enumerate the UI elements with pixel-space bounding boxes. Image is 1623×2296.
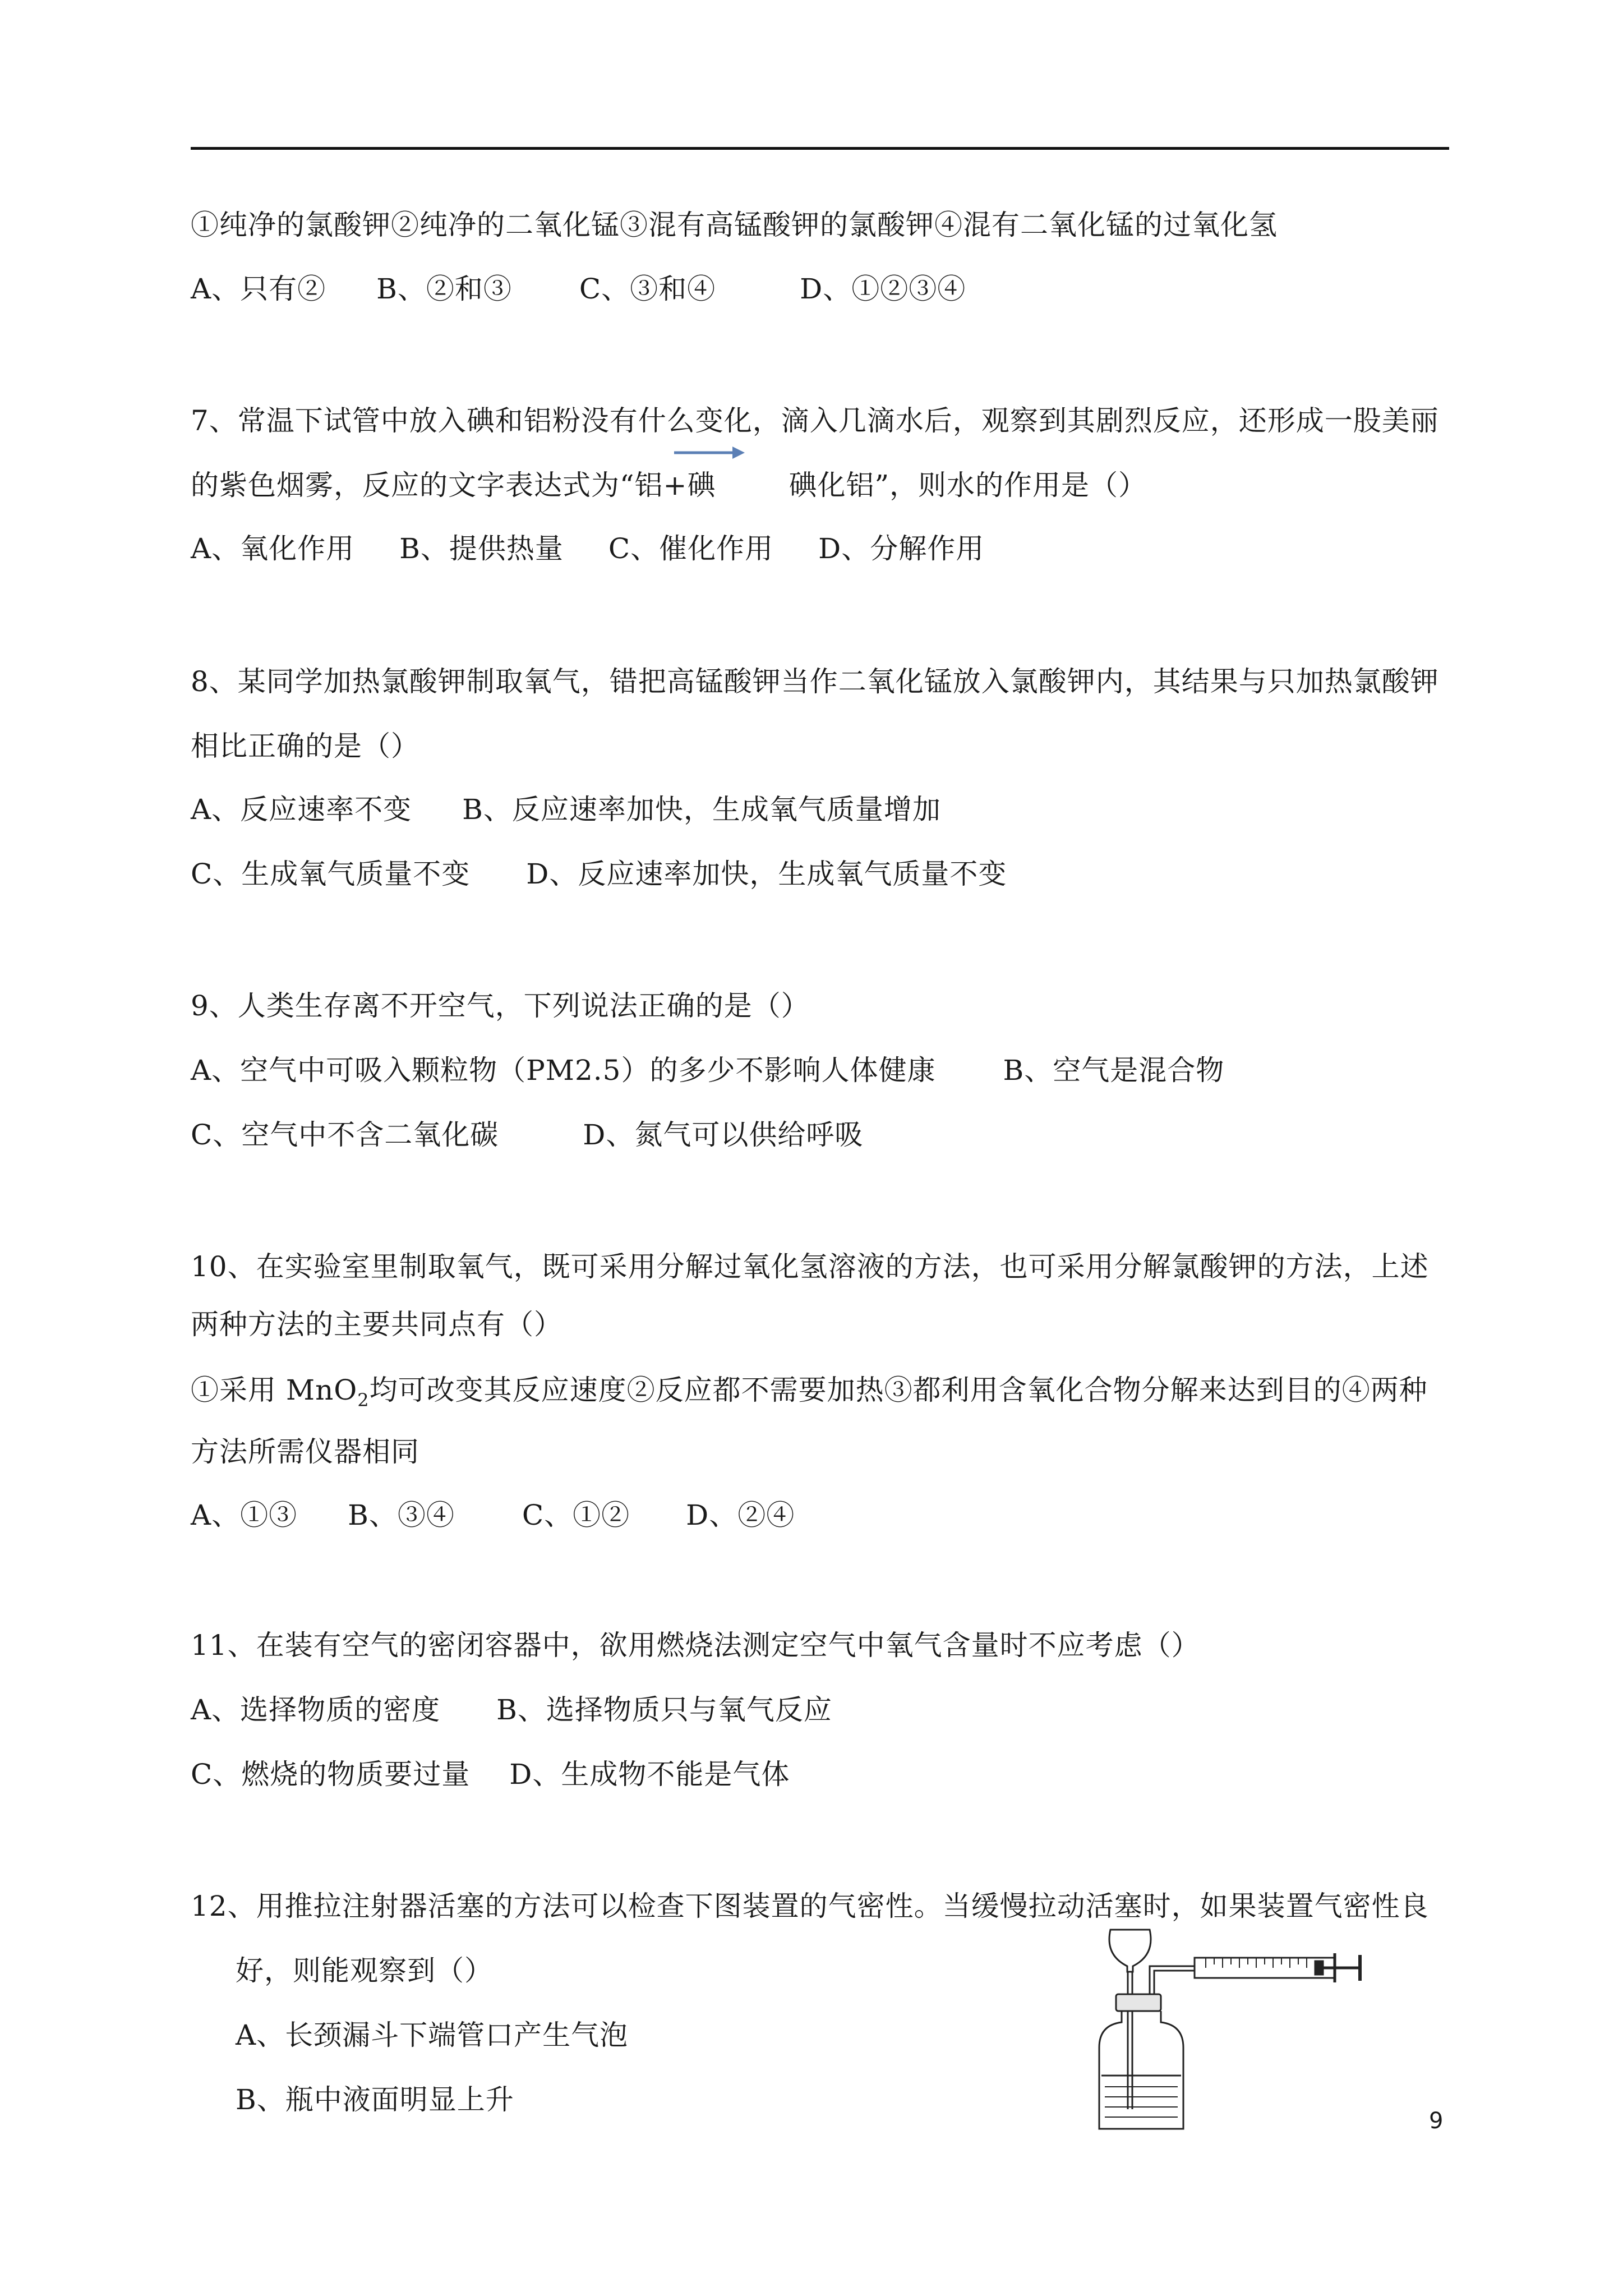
- q11-stem: 11、在装有空气的密闭容器中，欲用燃烧法测定空气中氧气含量时不应考虑（）: [191, 1629, 1200, 1662]
- q12-option-b: B、瓶中液面明显上升: [236, 2083, 514, 2116]
- q6-option-a: A、只有②: [191, 273, 326, 305]
- bottle-body: [1099, 2011, 1183, 2129]
- q9-option-a: A、空气中可吸入颗粒物（PM2.5）的多少不影响人体健康: [191, 1054, 936, 1087]
- q7-stem-line2: 的紫色烟雾，反应的文字表达式为“铝+碘 碘化铝”，则水的作用是（）: [191, 469, 1147, 501]
- q7-option-b: B、提供热量: [399, 532, 564, 565]
- q8-option-a: A、反应速率不变: [191, 793, 412, 826]
- q10-stem-line1: 10、在实验室里制取氧气，既可采用分解过氧化氢溶液的方法，也可采用分解氯酸钾的方法，上述: [191, 1250, 1429, 1283]
- q8-option-b: B、反应速率加快，生成氧气质量增加: [462, 793, 941, 826]
- q7-option-c: C、催化作用: [608, 532, 774, 565]
- q10-option-d: D、②④: [686, 1499, 795, 1531]
- q9-options-row1: [191, 1052, 1224, 1089]
- reaction-arrow-icon: [673, 443, 746, 462]
- q10-items-line1: ①采用 MnO$_2$均可改变其反应速度②反应都不需要加热③都利用含氧化合物分解来达到目的④两种: [191, 1374, 1428, 1411]
- q7-options: [191, 530, 984, 567]
- q10-option-a: A、①③: [191, 1499, 298, 1531]
- q8-option-d: D、反应速率加快，生成氧气质量不变: [526, 858, 1007, 890]
- q11-option-a: A、选择物质的密度: [191, 1694, 441, 1726]
- q11-option-c: C、燃烧的物质要过量: [191, 1758, 471, 1791]
- syringe-plunger-head: [1315, 1961, 1323, 1975]
- q9-option-c: C、空气中不含二氧化碳: [191, 1119, 499, 1151]
- q10-items-line2: 方法所需仪器相同: [191, 1435, 419, 1468]
- page-number: 9: [1429, 2108, 1444, 2134]
- q10-stem-line2: 两种方法的主要共同点有（）: [191, 1308, 562, 1341]
- q12-stem-line1: 12、用推拉注射器活塞的方法可以检查下图装置的气密性。当缓慢拉动活塞时，如果装置气密性良: [191, 1890, 1429, 1922]
- q12-stem-line2: 好，则能观察到（）: [236, 1954, 493, 1987]
- rubber-stopper: [1116, 1994, 1161, 2011]
- q9-options-row2: [191, 1116, 863, 1153]
- q9-option-d: D、氮气可以供给呼吸: [583, 1119, 864, 1151]
- q8-option-c: C、生成氧气质量不变: [191, 858, 471, 890]
- q9-stem: 9、人类生存离不开空气，下列说法正确的是（）: [191, 990, 810, 1022]
- q9-option-b: B、空气是混合物: [1003, 1054, 1225, 1087]
- q8-stem-line1: 8、某同学加热氯酸钾制取氧气，错把高锰酸钾当作二氧化锰放入氯酸钾内，其结果与只加热氯酸钾: [191, 665, 1439, 698]
- q6-option-b: B、②和③: [376, 273, 512, 305]
- q8-stem-line2: 相比正确的是（）: [191, 730, 419, 762]
- q6-option-d: D、①②③④: [800, 273, 966, 305]
- q11-option-b: B、选择物质只与氧气反应: [496, 1694, 832, 1726]
- q6-items: ①纯净的氯酸钾②纯净的二氧化锰③混有高锰酸钾的氯酸钾④混有二氧化锰的过氧化氢: [191, 209, 1278, 241]
- q6-options: [191, 270, 966, 307]
- q7-stem-line1: 7、常温下试管中放入碘和铝粉没有什么变化，滴入几滴水后，观察到其剧烈反应，还形成一股美丽: [191, 404, 1439, 437]
- q6-option-c: C、③和④: [579, 273, 716, 305]
- q8-options-row2: [191, 855, 1007, 892]
- q11-options-row2: [191, 1756, 790, 1793]
- q11-options-row1: [191, 1691, 832, 1728]
- q12-option-a: A、长颈漏斗下端管口产生气泡: [236, 2019, 629, 2051]
- q8-options-row1: [191, 791, 941, 828]
- q10-option-c: C、①②: [522, 1499, 630, 1531]
- funnel-bulb: [1109, 1930, 1151, 1972]
- q7-option-d: D、分解作用: [818, 532, 985, 565]
- header-rule: [191, 147, 1449, 150]
- airtightness-apparatus-diagram: [1094, 1924, 1396, 2137]
- q11-option-d: D、生成物不能是气体: [509, 1758, 790, 1791]
- q10-option-b: B、③④: [348, 1499, 455, 1531]
- q7-option-a: A、氧化作用: [191, 532, 355, 565]
- q10-options: [191, 1497, 795, 1534]
